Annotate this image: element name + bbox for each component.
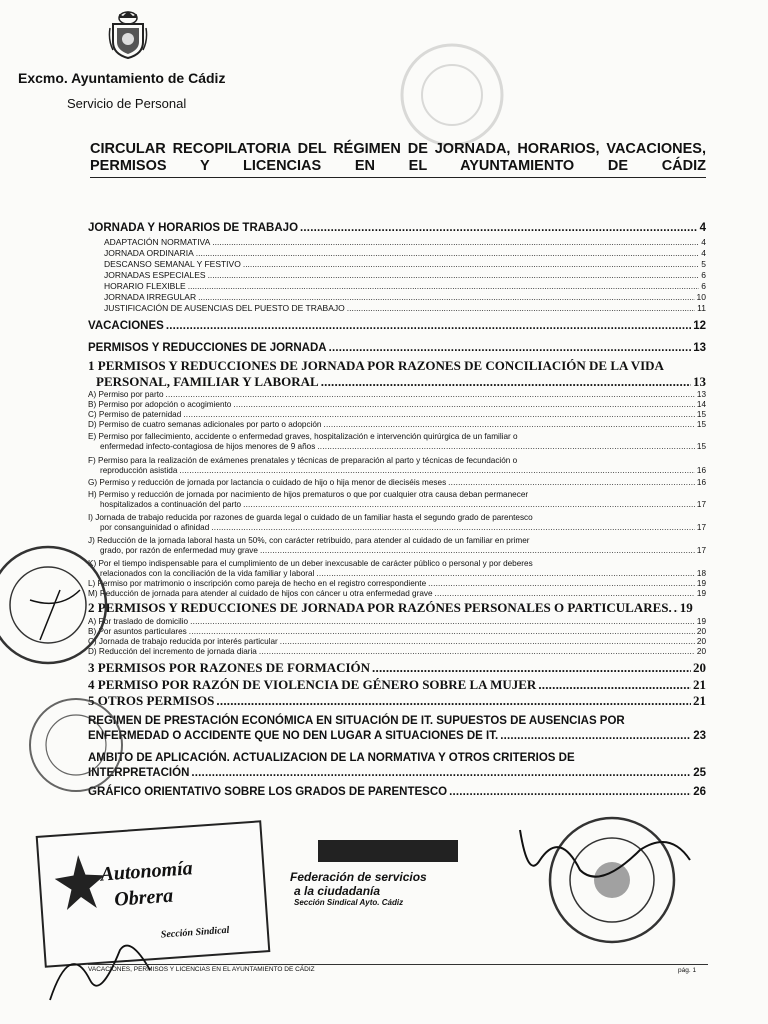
ccoo-stamp-line2: a la ciudadanía xyxy=(294,884,381,898)
toc-subentry: JORNADA IRREGULAR ..... 10 xyxy=(88,292,706,302)
toc-item: por consanguinidad o afinidad ..... 17 xyxy=(88,523,706,532)
toc-item-line: K) Por el tiempo indispensable para el cumplimiento de un deber inexcusable de carácter público o personal y por deberes xyxy=(88,559,533,568)
toc-item: C) Jornada de trabajo reducida por interés particular ..... 20 xyxy=(88,637,706,646)
star-icon xyxy=(53,851,107,914)
toc-section-5: 5 OTROS PERMISOS ..... 21 xyxy=(88,693,706,709)
toc-item: relacionados con la conciliación de la vida familiar y laboral ..... 18 xyxy=(88,569,706,578)
toc-subentry: ADAPTACIÓN NORMATIVA ..... 4 xyxy=(88,237,706,247)
toc-section-1-line1: 1 PERMISOS Y REDUCCIONES DE JORNADA POR RAZONES DE CONCILIACIÓN DE LA VIDA xyxy=(88,358,664,373)
toc-subentry: DESCANSO SEMANAL Y FESTIVO ..... 5 xyxy=(88,259,706,269)
department-name: Servicio de Personal xyxy=(67,96,187,111)
union-csif-stamp xyxy=(26,680,126,810)
document-title: CIRCULAR RECOPILATORIA DEL RÉGIMEN DE JORNADA, HORARIOS, VACACIONES, PERMISOS Y LICENCIAS EN EL AYUNTAMIENTO DE CÁDIZ xyxy=(90,141,706,174)
toc-item: L) Permiso por matrimonio o inscripción como pareja de hecho en el registro correspondiente ..... 19 xyxy=(88,579,706,588)
toc-item: A) Permiso por parto ..... 13 xyxy=(88,390,706,399)
title-divider xyxy=(90,177,706,178)
ccoo-stamp-line1: Federación de servicios xyxy=(290,870,427,884)
toc-item: hospitalizados a continuación del parto ..... 17 xyxy=(88,500,706,509)
toc-item: C) Permiso de paternidad ..... 15 xyxy=(88,410,706,419)
toc-item: enfermedad infecto-contagiosa de hijos menores de 9 años ..... 15 xyxy=(88,442,706,451)
toc-entry-jornada: JORNADA Y HORARIOS DE TRABAJO ..... 4 xyxy=(88,222,706,234)
toc-subentry: JUSTIFICACIÓN DE AUSENCIAS DEL PUESTO DE TRABAJO ..... 11 xyxy=(88,303,706,313)
toc-item-line: H) Permiso y reducción de jornada por nacimiento de hijos prematuros o que por cualquier otra causa deban permanecer xyxy=(88,490,529,499)
toc-subentry: JORNADAS ESPECIALES ..... 6 xyxy=(88,270,706,280)
faded-seal-stamp xyxy=(372,40,532,150)
toc-item: B) Permiso por adopción o acogimiento ..... 14 xyxy=(88,400,706,409)
toc-section-2: 2 PERMISOS Y REDUCCIONES DE JORNADA POR RAZÓNES PERSONALES O PARTICULARES. ..... 19 xyxy=(88,600,706,616)
toc-item-line: I) Jornada de trabajo reducida por razones de guarda legal o cuidado de un familiar hasta el segundo grado de parentesco xyxy=(88,513,533,522)
toc-item: B) Por asuntos particulares ..... 20 xyxy=(88,627,706,636)
toc-item: reproducción asistida ..... 16 xyxy=(88,466,706,475)
ccoo-logo-block xyxy=(318,840,458,862)
organization-name: Excmo. Ayuntamiento de Cádiz xyxy=(18,70,226,86)
toc-ambito-line1: AMBITO DE APLICACIÓN. ACTUALIZACION DE LA NORMATIVA Y OTROS CRITERIOS DE xyxy=(88,752,575,764)
toc-entry-ambito: INTERPRETACIÓN ..... 25 xyxy=(88,767,706,779)
toc-entry-vacaciones: VACACIONES ..... 12 xyxy=(88,320,706,332)
ccoo-stamp-line3: Sección Sindical Ayto. Cádiz xyxy=(294,898,404,907)
toc-entry-permisos: PERMISOS Y REDUCCIONES DE JORNADA ..... 13 xyxy=(88,342,706,354)
toc-entry-grafico: GRÁFICO ORIENTATIVO SOBRE LOS GRADOS DE PARENTESCO ..... 26 xyxy=(88,786,706,798)
toc-item-line: J) Reducción de la jornada laboral hasta un 50%, con carácter retribuido, para atender al cuidado de un familiar en primer xyxy=(88,536,530,545)
toc-item: D) Reducción del incremento de jornada diaria ..... 20 xyxy=(88,647,706,656)
ccoo-stamp xyxy=(282,838,472,930)
toc-item: grado, por razón de enfermedad muy grave ..... 17 xyxy=(88,546,706,555)
toc-entry-regimen: ENFERMEDAD O ACCIDENTE QUE NO DEN LUGAR A SITUACIONES DE IT. ..... 23 xyxy=(88,730,706,742)
toc-item-line: F) Permiso para la realización de exámenes prenatales y técnicas de preparación al parto y técnicas de fecundación o xyxy=(88,456,518,465)
toc-item-line: E) Permiso por fallecimiento, accidente o enfermedad graves, hospitalización e intervención quirúrgica de un familiar o xyxy=(88,432,518,441)
toc-item: D) Permiso de cuatro semanas adicionales por parto o adopción ..... 15 xyxy=(88,420,706,429)
toc-section-3: 3 PERMISOS POR RAZONES DE FORMACIÓN ..... 20 xyxy=(88,660,706,676)
toc-item: M) Reducción de jornada para atender al cuidado de hijos con cáncer u otra enfermedad grave ..... 19 xyxy=(88,589,706,598)
autonomia-stamp-line1: Autonomía xyxy=(99,857,194,886)
footer-page-number: pág. 1 xyxy=(678,967,697,974)
toc-section-1: PERSONAL, FAMILIAR Y LABORAL ..... 13 xyxy=(88,374,706,390)
toc-subentry: HORARIO FLEXIBLE ..... 6 xyxy=(88,281,706,291)
toc-section-4: 4 PERMISO POR RAZÓN DE VIOLENCIA DE GÉNERO SOBRE LA MUJER ..... 21 xyxy=(88,677,706,693)
toc-item: G) Permiso y reducción de jornada por lactancia o cuidado de hijo o hija menor de dieciséis meses ..... 16 xyxy=(88,478,706,487)
toc-regimen-line1: REGIMEN DE PRESTACIÓN ECONÓMICA EN SITUACIÓN DE IT. SUPUESTOS DE AUSENCIAS POR xyxy=(88,715,625,727)
footer-text: VACACIONES, PERMISOS Y LICENCIAS EN EL AYUNTAMIENTO DE CÁDIZ xyxy=(88,966,315,973)
union-seal-stamp xyxy=(0,530,120,680)
autonomia-stamp-line3: Sección Sindical xyxy=(160,924,230,941)
footer-divider xyxy=(88,964,708,965)
toc-item: A) Por traslado de domicilio ..... 19 xyxy=(88,617,706,626)
signature xyxy=(500,820,700,900)
autonomia-stamp-line2: Obrera xyxy=(113,884,174,911)
coat-of-arms-icon xyxy=(107,8,149,60)
toc-subentry: JORNADA ORDINARIA ..... 4 xyxy=(88,248,706,258)
